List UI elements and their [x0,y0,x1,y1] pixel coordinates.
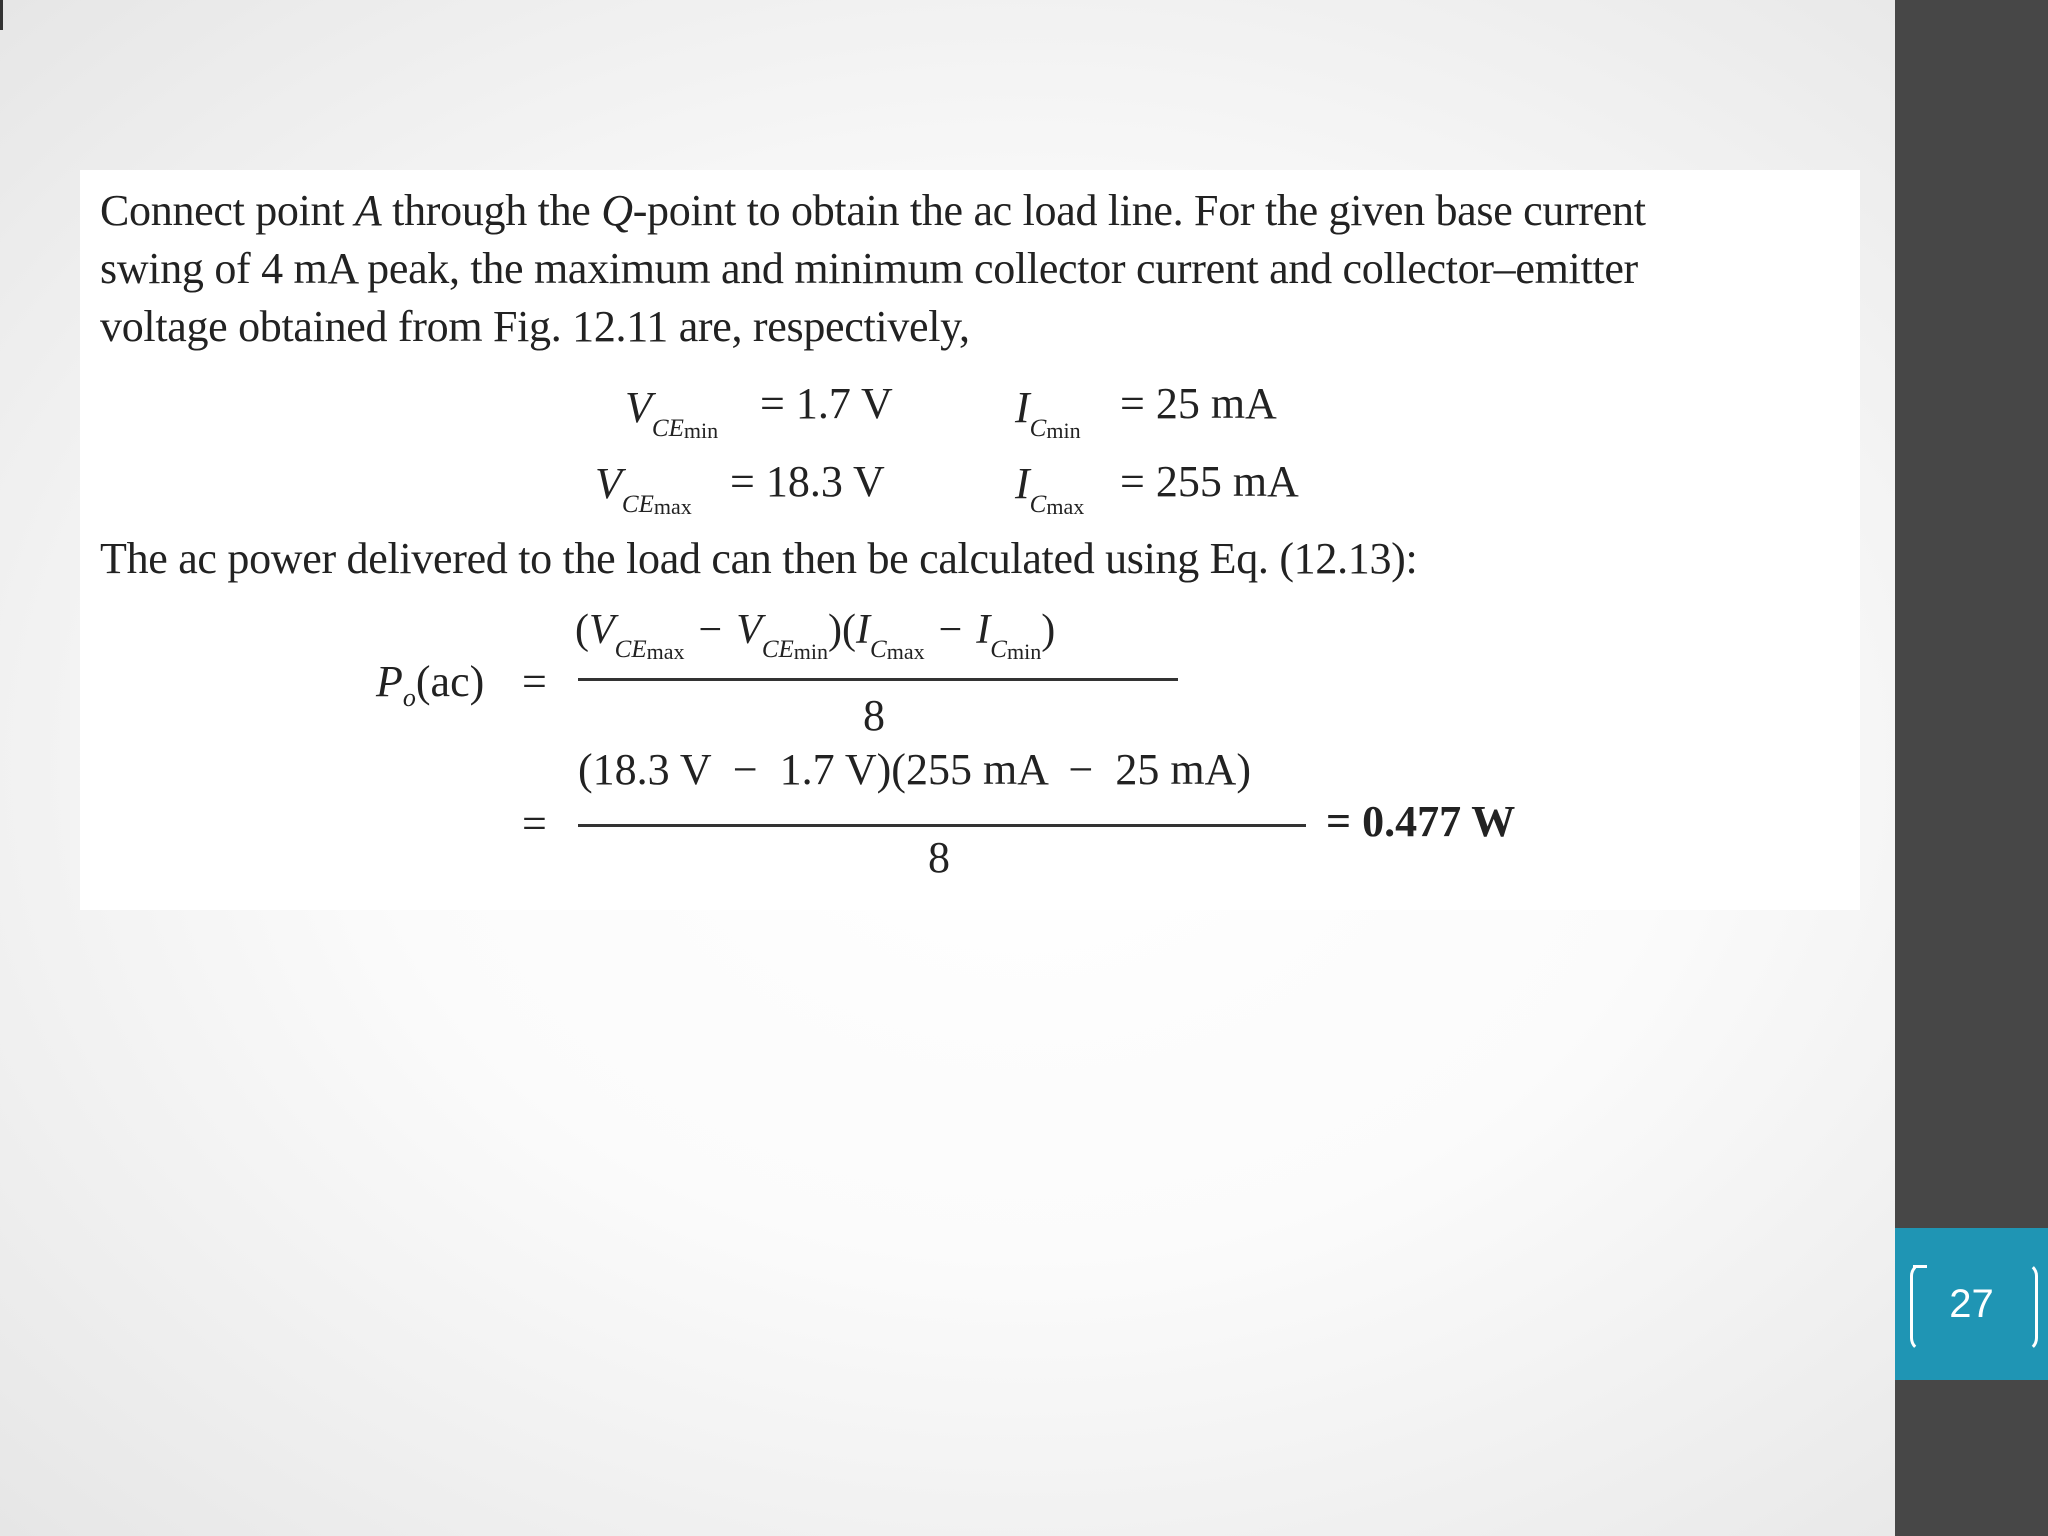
ce-text: CE [621,491,654,518]
c-text: C [870,636,887,663]
intro-text: through the [381,186,602,235]
edge-marker [0,0,3,30]
min-text: min [793,639,829,664]
ce-max-subscript [622,491,692,518]
ce-text: CE [761,636,794,663]
ic-max-label [1015,458,1084,520]
c-text: C [990,636,1007,663]
q-point-var: Q [601,186,633,235]
ce-text: CE [614,636,647,663]
i-symbol: I [976,607,991,653]
ce-min-subscript [652,415,718,442]
po-ac-label [376,656,484,713]
page-number: 27 [1949,1282,1994,1326]
textbook-excerpt [80,170,1860,910]
intro-text: -point to obtain the ac load line. For the given base current [632,186,1646,235]
denominator: 8 [863,691,885,740]
max-text: max [653,494,692,519]
minus-sign: − [938,607,963,653]
vce-min-value: = 1.7 V [760,379,893,428]
i-symbol: I [1015,383,1030,432]
min-text: min [683,418,719,443]
symbolic-numerator [575,606,1055,665]
i-symbol: I [856,607,871,653]
power-intro: The ac power delivered to the load can then be calculated using Eq. (12.13): [100,534,1418,583]
ic-min-label [1015,382,1081,444]
o-subscript: o [402,683,416,712]
c-max-subscript [870,636,925,663]
c-text: C [1029,491,1047,518]
ic-min-value: = 25 mA [1120,379,1277,428]
max-text: max [646,639,685,664]
paren: ( [575,607,589,653]
max-text: max [1046,494,1085,519]
v-symbol: V [736,607,762,653]
paren: ) [1041,607,1056,653]
paren: )( [828,607,857,653]
minus-sign: − [698,607,723,653]
c-max-subscript [1030,491,1085,518]
equals-sign: = [522,799,547,848]
v-symbol: V [625,383,652,432]
v-symbol: V [589,607,615,653]
fraction-bar [578,824,1306,827]
ce-min-subscript [762,636,828,663]
i-symbol: I [1015,459,1030,508]
equals-sign: = [522,657,547,706]
intro-line-2: swing of 4 mA peak, the maximum and minimum collector current and collector–emitter [100,244,1638,293]
vce-max-label [595,458,692,520]
result-value: = 0.477 W [1326,797,1516,846]
point-a-var: A [354,186,382,235]
ic-max-value: = 255 mA [1120,457,1299,506]
v-symbol: V [595,459,622,508]
intro-line-3: voltage obtained from Fig. 12.11 are, respectively, [100,302,970,351]
c-text: C [1029,415,1047,442]
max-text: max [886,639,925,664]
ce-text: CE [651,415,684,442]
ce-max-subscript [615,636,685,663]
vce-min-label [625,382,718,444]
ac-text: (ac) [415,657,485,706]
intro-line-1 [100,182,1646,240]
c-min-subscript [990,636,1041,663]
numeric-numerator: (18.3 V − 1.7 V)(255 mA − 25 mA) [578,745,1251,794]
c-min-subscript [1030,415,1081,442]
fraction-bar [578,678,1178,681]
intro-text: Connect point [100,186,355,235]
denominator: 8 [928,833,950,882]
min-text: min [1006,639,1042,664]
min-text: min [1046,418,1081,443]
vce-max-value: = 18.3 V [730,457,885,506]
p-symbol: P [376,657,403,706]
